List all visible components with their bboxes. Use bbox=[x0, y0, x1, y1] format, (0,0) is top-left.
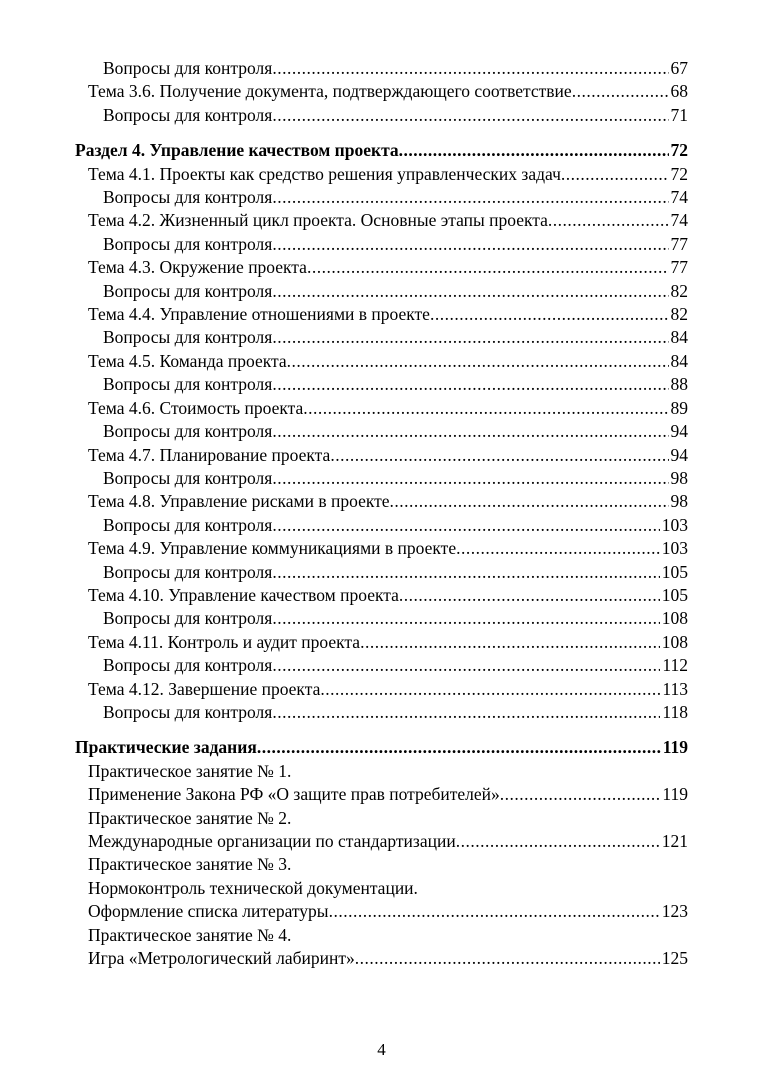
toc-entry-title: Тема 4.11. Контроль и аудит проекта bbox=[88, 631, 361, 652]
toc-entry[interactable] bbox=[0, 233, 763, 256]
toc-entry-page: 118 bbox=[662, 701, 688, 722]
toc-leader-dots bbox=[320, 678, 660, 701]
toc-entry-page: 94 bbox=[670, 444, 688, 465]
toc-entry-title: Тема 3.6. Получение документа, подтверждающего соответствие bbox=[88, 81, 572, 102]
toc-entry-page: 94 bbox=[670, 421, 688, 442]
toc-entry-page: 84 bbox=[670, 350, 688, 371]
toc-entry-page: 103 bbox=[661, 514, 688, 535]
toc-leader-dots bbox=[272, 186, 668, 209]
toc-leader-dots bbox=[272, 280, 668, 303]
toc-leader-dots bbox=[257, 736, 661, 759]
toc-leader-dots bbox=[456, 537, 660, 560]
toc-entry-page: 74 bbox=[670, 210, 688, 231]
toc-entry[interactable] bbox=[0, 584, 763, 607]
toc-leader-dots bbox=[500, 783, 661, 806]
toc-entry-page: 98 bbox=[670, 491, 688, 512]
toc-entry-title: Нормоконтроль технической документации. bbox=[88, 877, 418, 898]
toc-entry-title: Практическое занятие № 1. bbox=[88, 760, 292, 781]
toc-entry-page: 105 bbox=[661, 584, 688, 605]
toc-entry[interactable] bbox=[0, 678, 763, 701]
toc-entry[interactable] bbox=[0, 163, 763, 186]
toc-entry[interactable] bbox=[0, 853, 763, 876]
toc-leader-dots bbox=[272, 467, 668, 490]
toc-entry-title: Тема 4.10. Управление качеством проекта bbox=[88, 584, 399, 605]
table-of-contents bbox=[0, 57, 763, 970]
toc-entry-page: 82 bbox=[670, 280, 688, 301]
toc-entry-page: 123 bbox=[661, 901, 688, 922]
toc-leader-dots bbox=[287, 350, 669, 373]
toc-entry[interactable] bbox=[0, 900, 763, 923]
toc-entry-title: Тема 4.1. Проекты как средство решения управленческих задач bbox=[88, 163, 561, 184]
toc-entry-title: Тема 4.3. Окружение проекта bbox=[88, 257, 307, 278]
toc-entry[interactable] bbox=[0, 537, 763, 560]
toc-leader-dots bbox=[303, 397, 668, 420]
toc-entry-page: 84 bbox=[670, 327, 688, 348]
toc-entry-title: Вопросы для контроля bbox=[103, 187, 273, 208]
toc-entry-page: 77 bbox=[670, 257, 688, 278]
toc-entry-title: Практические задания bbox=[75, 737, 257, 758]
toc-entry[interactable] bbox=[0, 467, 763, 490]
toc-leader-dots bbox=[430, 303, 669, 326]
toc-entry-title: Тема 4.8. Управление рисками в проекте bbox=[88, 491, 390, 512]
toc-entry[interactable] bbox=[0, 280, 763, 303]
toc-leader-dots bbox=[272, 701, 660, 724]
toc-entry-page: 112 bbox=[662, 655, 688, 676]
toc-entry-title: Практическое занятие № 3. bbox=[88, 854, 292, 875]
toc-entry-page: 98 bbox=[670, 467, 688, 488]
toc-leader-dots bbox=[272, 514, 659, 537]
toc-entry-title: Тема 4.7. Планирование проекта bbox=[88, 444, 331, 465]
toc-leader-dots bbox=[272, 654, 660, 677]
toc-entry-title: Международные организации по стандартизации bbox=[88, 831, 456, 851]
toc-leader-dots bbox=[399, 584, 660, 607]
toc-leader-dots bbox=[360, 631, 660, 654]
toc-entry-page: 88 bbox=[670, 374, 688, 395]
toc-entry-title: Вопросы для контроля bbox=[103, 280, 273, 301]
toc-entry[interactable] bbox=[0, 607, 763, 630]
toc-entry-title: Вопросы для контроля bbox=[103, 58, 273, 78]
section-gap bbox=[0, 127, 763, 139]
toc-entry[interactable] bbox=[0, 209, 763, 232]
toc-leader-dots bbox=[399, 139, 669, 162]
toc-entry[interactable] bbox=[0, 397, 763, 420]
toc-leader-dots bbox=[572, 80, 669, 103]
toc-section-heading[interactable] bbox=[0, 139, 763, 162]
toc-leader-dots bbox=[390, 490, 669, 513]
toc-entry-title: Вопросы для контроля bbox=[103, 514, 273, 535]
toc-entry[interactable] bbox=[0, 783, 763, 806]
toc-entry-page: 82 bbox=[670, 304, 688, 325]
toc-entry[interactable] bbox=[0, 830, 763, 853]
toc-entry[interactable] bbox=[0, 57, 763, 80]
toc-leader-dots bbox=[355, 947, 660, 970]
toc-leader-dots bbox=[330, 444, 668, 467]
toc-entry-title: Вопросы для контроля bbox=[103, 374, 273, 395]
toc-leader-dots bbox=[272, 420, 668, 443]
toc-leader-dots bbox=[272, 104, 668, 127]
toc-entry-title: Раздел 4. Управление качеством проекта bbox=[75, 140, 399, 161]
toc-entry[interactable] bbox=[0, 631, 763, 654]
toc-entry-title: Тема 4.4. Управление отношениями в проекте bbox=[88, 304, 430, 325]
toc-entry-page: 72 bbox=[670, 163, 688, 184]
toc-entry-page: 71 bbox=[670, 104, 688, 125]
toc-entry-title: Вопросы для контроля bbox=[103, 233, 273, 254]
toc-entry[interactable] bbox=[0, 80, 763, 103]
toc-entry[interactable] bbox=[0, 807, 763, 830]
toc-entry[interactable] bbox=[0, 104, 763, 127]
toc-entry[interactable] bbox=[0, 701, 763, 724]
toc-entry[interactable] bbox=[0, 877, 763, 900]
toc-entry[interactable] bbox=[0, 186, 763, 209]
toc-entry-page: 119 bbox=[662, 737, 688, 758]
toc-entry-page: 113 bbox=[662, 678, 688, 699]
toc-entry-title: Вопросы для контроля bbox=[103, 467, 273, 488]
toc-leader-dots bbox=[272, 326, 668, 349]
toc-entry[interactable] bbox=[0, 514, 763, 537]
toc-entry-title: Вопросы для контроля bbox=[103, 655, 273, 676]
toc-entry-title: Применение Закона РФ «О защите прав потребителей» bbox=[88, 784, 500, 805]
toc-entry-page: 119 bbox=[662, 784, 688, 805]
toc-entry-title: Вопросы для контроля bbox=[103, 421, 273, 442]
toc-entry-page: 74 bbox=[670, 187, 688, 208]
toc-leader-dots bbox=[561, 163, 669, 186]
toc-leader-dots bbox=[272, 57, 668, 80]
toc-entry-title: Вопросы для контроля bbox=[103, 104, 273, 125]
toc-entry[interactable] bbox=[0, 561, 763, 584]
toc-entry-page: 72 bbox=[670, 140, 688, 161]
toc-entry-page: 68 bbox=[670, 81, 688, 102]
toc-entry[interactable] bbox=[0, 373, 763, 396]
toc-section-heading[interactable] bbox=[0, 736, 763, 759]
toc-leader-dots bbox=[272, 561, 659, 584]
toc-leader-dots bbox=[456, 830, 660, 853]
toc-entry[interactable] bbox=[0, 326, 763, 349]
toc-entry-page: 105 bbox=[661, 561, 688, 582]
toc-leader-dots bbox=[329, 900, 660, 923]
toc-entry-title: Тема 4.12. Завершение проекта bbox=[88, 678, 321, 699]
toc-leader-dots bbox=[272, 373, 668, 396]
toc-entry-title: Вопросы для контроля bbox=[103, 327, 273, 348]
toc-entry[interactable] bbox=[0, 654, 763, 677]
toc-entry[interactable] bbox=[0, 924, 763, 947]
toc-entry-page: 67 bbox=[670, 58, 688, 78]
toc-entry-title: Оформление списка литературы bbox=[88, 901, 329, 922]
toc-entry-title: Вопросы для контроля bbox=[103, 608, 273, 629]
toc-entry[interactable] bbox=[0, 350, 763, 373]
section-gap bbox=[0, 724, 763, 736]
toc-leader-dots bbox=[307, 256, 669, 279]
toc-entry[interactable] bbox=[0, 444, 763, 467]
toc-entry-page: 89 bbox=[670, 397, 688, 418]
toc-entry-title: Практическое занятие № 2. bbox=[88, 807, 292, 828]
toc-entry[interactable] bbox=[0, 490, 763, 513]
toc-entry-page: 103 bbox=[661, 538, 688, 559]
toc-entry[interactable] bbox=[0, 303, 763, 326]
page-number: 4 bbox=[377, 1040, 386, 1059]
toc-entry[interactable] bbox=[0, 760, 763, 783]
toc-entry[interactable] bbox=[0, 256, 763, 279]
toc-entry-title: Практическое занятие № 4. bbox=[88, 924, 292, 945]
toc-entry-page: 125 bbox=[661, 948, 688, 969]
toc-entry-title: Тема 4.6. Стоимость проекта bbox=[88, 397, 304, 418]
toc-leader-dots bbox=[548, 209, 669, 232]
toc-entry-page: 121 bbox=[661, 831, 688, 851]
toc-entry-title: Вопросы для контроля bbox=[103, 701, 273, 722]
toc-entry-title: Тема 4.5. Команда проекта bbox=[88, 350, 287, 371]
toc-entry-title: Тема 4.9. Управление коммуникациями в проекте bbox=[88, 538, 457, 559]
toc-entry-page: 77 bbox=[670, 233, 688, 254]
toc-entry-page: 108 bbox=[661, 608, 688, 629]
toc-entry-title: Игра «Метрологический лабиринт» bbox=[88, 948, 355, 969]
toc-entry-title: Тема 4.2. Жизненный цикл проекта. Основные этапы проекта bbox=[88, 210, 548, 231]
toc-entry[interactable] bbox=[0, 947, 763, 970]
toc-leader-dots bbox=[272, 607, 659, 630]
toc-leader-dots bbox=[272, 233, 668, 256]
toc-entry-title: Вопросы для контроля bbox=[103, 561, 273, 582]
toc-entry[interactable] bbox=[0, 420, 763, 443]
toc-entry-page: 108 bbox=[661, 631, 688, 652]
